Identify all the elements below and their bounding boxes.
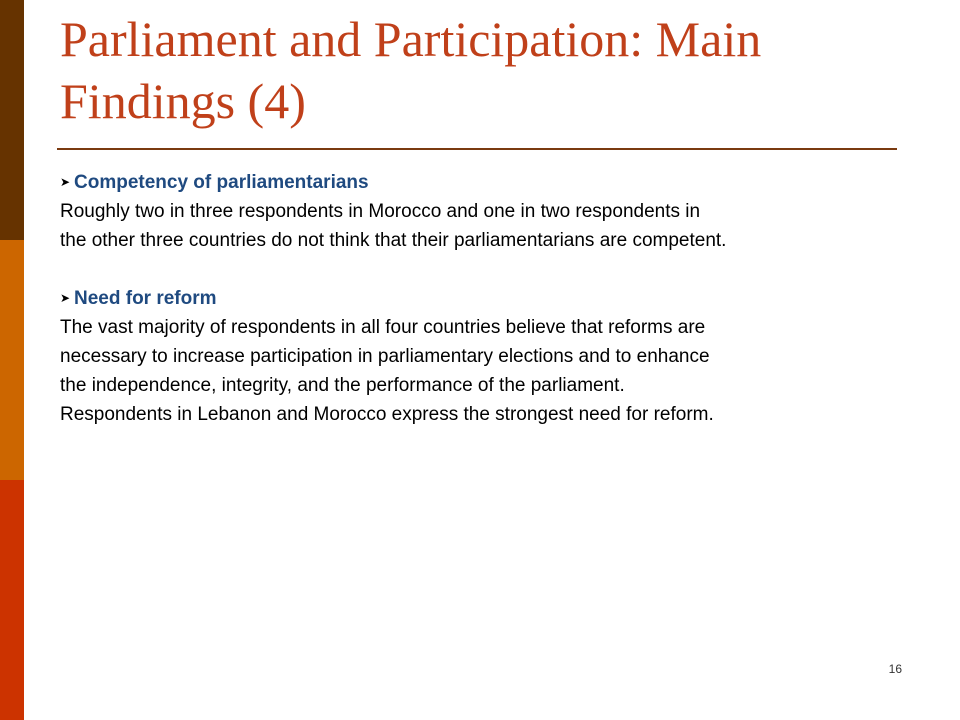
side-bar-bottom (0, 480, 24, 720)
section-heading-text: Need for reform (74, 288, 217, 309)
slide-body (60, 168, 920, 429)
page-number: 16 (888, 662, 902, 676)
section-paragraph: The vast majority of respondents in all four countries believe that reforms are necessary to increase participation in parliamentary elections and to enhance the independence, integrity, and the performance of the parliament. Respondents in Lebanon and Morocco express the strongest need for reform. (60, 317, 714, 425)
side-bar-middle (0, 240, 24, 480)
side-bar-top (0, 0, 24, 240)
section-paragraph: Roughly two in three respondents in Morocco and one in two respondents in the other three countries do not think that their parliamentarians are competent. (60, 201, 727, 251)
section-competency (60, 168, 920, 255)
spacer (60, 255, 920, 284)
section-reform (60, 284, 920, 429)
section-heading-text: Competency of parliamentarians (74, 172, 369, 193)
arrowhead-bullet-icon: ➤ (60, 291, 71, 305)
slide-title: Parliament and Participation: Main Findings (4) (60, 11, 762, 129)
section-heading (60, 168, 920, 197)
arrowhead-bullet-icon: ➤ (60, 175, 71, 189)
section-heading (60, 284, 920, 313)
title-divider (57, 148, 897, 150)
